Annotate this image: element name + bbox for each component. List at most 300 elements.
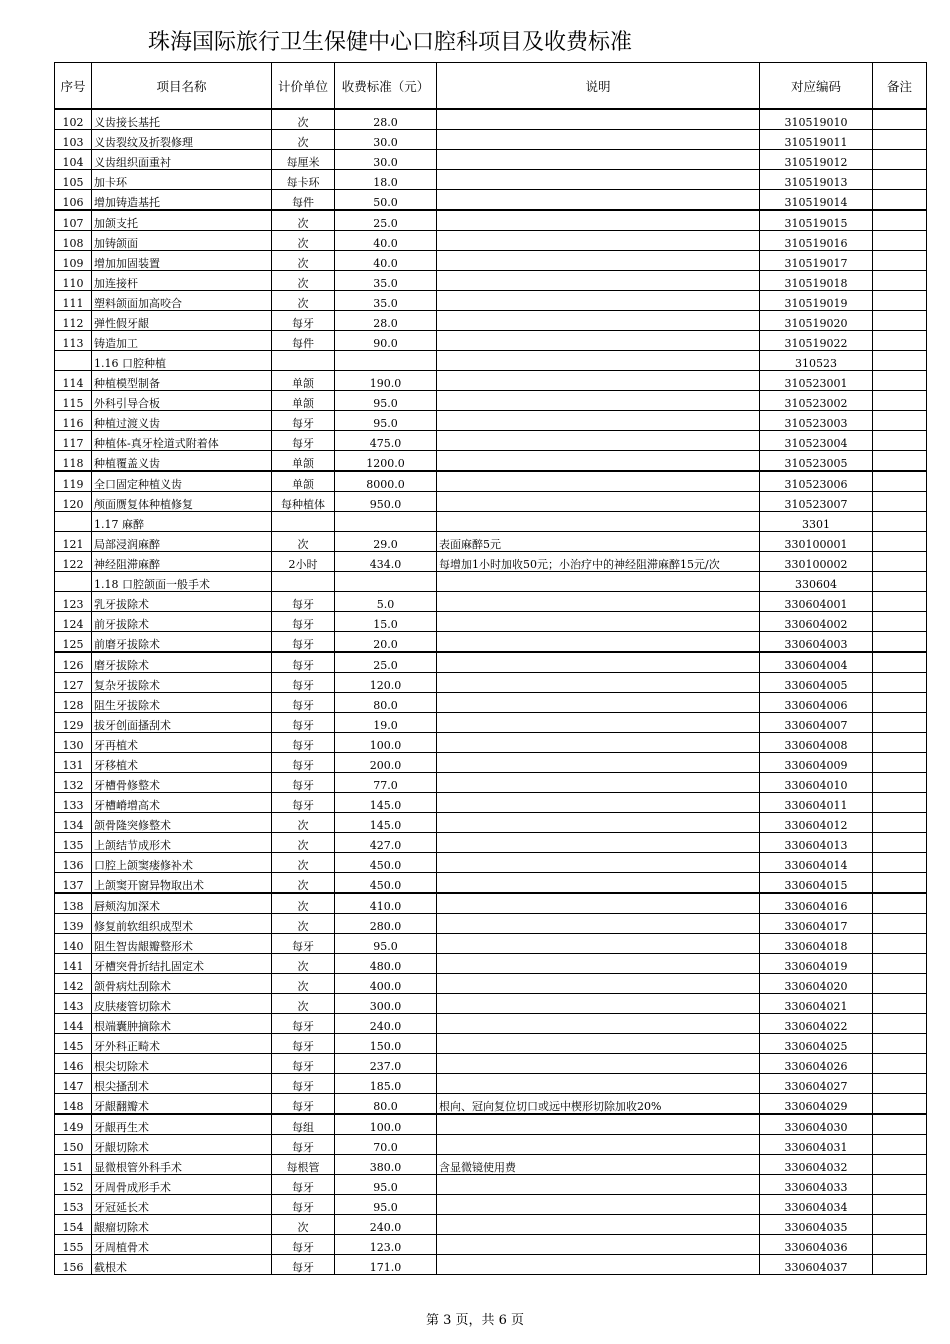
- pricing-unit: 每牙: [272, 592, 335, 612]
- pricing-unit: 每牙: [272, 1094, 335, 1115]
- description: [437, 773, 760, 793]
- table-row: [55, 793, 927, 813]
- description: [437, 632, 760, 653]
- fee-amount: 380.0: [335, 1155, 437, 1175]
- item-code: 330604017: [760, 914, 873, 934]
- table-row: [55, 471, 927, 492]
- row-number: 115: [55, 391, 92, 411]
- table-row: [55, 733, 927, 753]
- fee-amount: 480.0: [335, 954, 437, 974]
- row-number: [55, 351, 92, 371]
- table-row: [55, 974, 927, 994]
- row-number: 141: [55, 954, 92, 974]
- remark: [873, 351, 927, 371]
- table-row: [55, 994, 927, 1014]
- remark: [873, 1074, 927, 1094]
- pricing-unit: 次: [272, 914, 335, 934]
- description: [437, 231, 760, 251]
- fee-amount: 90.0: [335, 331, 437, 351]
- remark: [873, 733, 927, 753]
- remark: [873, 1135, 927, 1155]
- description: [437, 1215, 760, 1235]
- pricing-unit: 每组: [272, 1114, 335, 1135]
- remark: [873, 311, 927, 331]
- remark: [873, 693, 927, 713]
- table-row: [55, 1255, 927, 1275]
- description: [437, 109, 760, 130]
- table-row: [55, 411, 927, 431]
- fee-amount: 200.0: [335, 753, 437, 773]
- row-number: 156: [55, 1255, 92, 1275]
- pricing-unit: 每牙: [272, 753, 335, 773]
- fee-amount: 95.0: [335, 411, 437, 431]
- remark: [873, 572, 927, 592]
- item-code: 330604011: [760, 793, 873, 813]
- table-row: [55, 1175, 927, 1195]
- description: [437, 1034, 760, 1054]
- pricing-unit: [272, 572, 335, 592]
- description: [437, 411, 760, 431]
- pricing-unit: 次: [272, 833, 335, 853]
- remark: [873, 673, 927, 693]
- pricing-unit: 每牙: [272, 773, 335, 793]
- pricing-unit: 次: [272, 532, 335, 552]
- description: [437, 1054, 760, 1074]
- header-code: 对应编码: [760, 63, 873, 110]
- row-number: 105: [55, 170, 92, 190]
- fee-amount: 950.0: [335, 492, 437, 512]
- item-name: 磨牙拔除术: [92, 652, 272, 673]
- row-number: 102: [55, 109, 92, 130]
- fee-amount: 475.0: [335, 431, 437, 451]
- pricing-unit: 每牙: [272, 431, 335, 451]
- item-code: 330604019: [760, 954, 873, 974]
- table-row: [55, 371, 927, 391]
- remark: [873, 391, 927, 411]
- table-row: [55, 673, 927, 693]
- item-name: 显微根管外科手术: [92, 1155, 272, 1175]
- description: 表面麻醉5元: [437, 532, 760, 552]
- row-number: 134: [55, 813, 92, 833]
- item-code: 330604015: [760, 873, 873, 894]
- description: 含显微镜使用费: [437, 1155, 760, 1175]
- description: [437, 753, 760, 773]
- table-row: [55, 251, 927, 271]
- fee-amount: 70.0: [335, 1135, 437, 1155]
- fee-amount: 190.0: [335, 371, 437, 391]
- table-row: [55, 1195, 927, 1215]
- table-row: [55, 271, 927, 291]
- description: [437, 673, 760, 693]
- fee-amount: 450.0: [335, 853, 437, 873]
- item-name: 复杂牙拔除术: [92, 673, 272, 693]
- item-name: 神经阻滞麻醉: [92, 552, 272, 572]
- description: [437, 592, 760, 612]
- item-name: 皮肤瘘管切除术: [92, 994, 272, 1014]
- item-name: 上颌窦开窗异物取出术: [92, 873, 272, 894]
- fee-amount: 35.0: [335, 271, 437, 291]
- row-number: 136: [55, 853, 92, 873]
- item-code: 330604029: [760, 1094, 873, 1115]
- pricing-unit: 次: [272, 210, 335, 231]
- row-number: 132: [55, 773, 92, 793]
- description: [437, 954, 760, 974]
- fee-amount: 5.0: [335, 592, 437, 612]
- item-code: 330604001: [760, 592, 873, 612]
- pricing-unit: 单颌: [272, 391, 335, 411]
- row-number: 119: [55, 471, 92, 492]
- item-name: 唇颊沟加深术: [92, 893, 272, 914]
- description: [437, 190, 760, 211]
- item-name: 增加铸造基托: [92, 190, 272, 211]
- description: [437, 1195, 760, 1215]
- table-row: [55, 1034, 927, 1054]
- table-row: [55, 331, 927, 351]
- row-number: 152: [55, 1175, 92, 1195]
- fee-amount: 20.0: [335, 632, 437, 653]
- header-unit: 计价单位: [272, 63, 335, 110]
- table-row: [55, 713, 927, 733]
- fee-amount: 237.0: [335, 1054, 437, 1074]
- description: [437, 1255, 760, 1275]
- row-number: 123: [55, 592, 92, 612]
- item-name: 牙龈切除术: [92, 1135, 272, 1155]
- table-row: [55, 512, 927, 532]
- table-row: [55, 532, 927, 552]
- remark: [873, 813, 927, 833]
- pricing-unit: 每牙: [272, 612, 335, 632]
- fee-table: [54, 62, 927, 1275]
- pricing-unit: 每牙: [272, 1054, 335, 1074]
- table-row: [55, 693, 927, 713]
- item-name: 根端囊肿摘除术: [92, 1014, 272, 1034]
- fee-amount: 29.0: [335, 532, 437, 552]
- row-number: 121: [55, 532, 92, 552]
- item-code: 330604004: [760, 652, 873, 673]
- table-body: [55, 109, 927, 1275]
- item-code: 310523002: [760, 391, 873, 411]
- pricing-unit: 2小时: [272, 552, 335, 572]
- item-code: 330604007: [760, 713, 873, 733]
- pricing-unit: 次: [272, 853, 335, 873]
- item-name: 前磨牙拔除术: [92, 632, 272, 653]
- pricing-unit: 次: [272, 974, 335, 994]
- item-code: 330604035: [760, 1215, 873, 1235]
- row-number: 138: [55, 893, 92, 914]
- description: [437, 1235, 760, 1255]
- row-number: 140: [55, 934, 92, 954]
- item-code: 310523005: [760, 451, 873, 472]
- item-name: 上颌结节成形术: [92, 833, 272, 853]
- fee-amount: 95.0: [335, 934, 437, 954]
- item-code: 330604025: [760, 1034, 873, 1054]
- header-no: 序号: [55, 63, 92, 110]
- remark: [873, 210, 927, 231]
- item-name: 阻生智齿龈瓣整形术: [92, 934, 272, 954]
- remark: [873, 954, 927, 974]
- description: 每增加1小时加收50元；小治疗中的神经阻滞麻醉15元/次: [437, 552, 760, 572]
- pricing-unit: 每牙: [272, 1014, 335, 1034]
- fee-amount: 80.0: [335, 693, 437, 713]
- description: [437, 994, 760, 1014]
- pricing-unit: 每牙: [272, 793, 335, 813]
- table-row: [55, 1155, 927, 1175]
- item-code: 330604030: [760, 1114, 873, 1135]
- row-number: 109: [55, 251, 92, 271]
- row-number: 135: [55, 833, 92, 853]
- item-code: 310519020: [760, 311, 873, 331]
- row-number: 122: [55, 552, 92, 572]
- item-name: 种植体-真牙栓道式附着体: [92, 431, 272, 451]
- table-row: [55, 210, 927, 231]
- item-name: 种植模型制备: [92, 371, 272, 391]
- header-name: 项目名称: [92, 63, 272, 110]
- fee-amount: 28.0: [335, 311, 437, 331]
- item-code: 330604016: [760, 893, 873, 914]
- row-number: 139: [55, 914, 92, 934]
- fee-amount: 100.0: [335, 1114, 437, 1135]
- item-name: 加铸颌面: [92, 231, 272, 251]
- description: [437, 271, 760, 291]
- item-name: 颅面赝复体种植修复: [92, 492, 272, 512]
- table-row: [55, 1235, 927, 1255]
- table-row: [55, 833, 927, 853]
- item-name: 牙槽突骨折结扎固定术: [92, 954, 272, 974]
- fee-amount: 35.0: [335, 291, 437, 311]
- row-number: 151: [55, 1155, 92, 1175]
- fee-amount: 95.0: [335, 1195, 437, 1215]
- item-code: 310519022: [760, 331, 873, 351]
- row-number: 127: [55, 673, 92, 693]
- fee-amount: 40.0: [335, 251, 437, 271]
- row-number: 103: [55, 130, 92, 150]
- fee-amount: 8000.0: [335, 471, 437, 492]
- table-row: [55, 592, 927, 612]
- remark: [873, 592, 927, 612]
- item-code: 330100002: [760, 552, 873, 572]
- pricing-unit: 每牙: [272, 673, 335, 693]
- item-code: 310519013: [760, 170, 873, 190]
- row-number: 137: [55, 873, 92, 894]
- remark: [873, 873, 927, 894]
- description: [437, 251, 760, 271]
- item-name: 加颌支托: [92, 210, 272, 231]
- item-code: 310523004: [760, 431, 873, 451]
- remark: [873, 853, 927, 873]
- item-code: 330604003: [760, 632, 873, 653]
- pricing-unit: 单颌: [272, 451, 335, 472]
- item-name: 牙周骨成形手术: [92, 1175, 272, 1195]
- fee-amount: 171.0: [335, 1255, 437, 1275]
- description: [437, 572, 760, 592]
- pricing-unit: 次: [272, 954, 335, 974]
- item-name: 牙龈翻瓣术: [92, 1094, 272, 1115]
- description: [437, 793, 760, 813]
- description: [437, 893, 760, 914]
- item-code: 310519017: [760, 251, 873, 271]
- table-row: [55, 813, 927, 833]
- fee-amount: 95.0: [335, 391, 437, 411]
- item-name: 根尖搔刮术: [92, 1074, 272, 1094]
- item-name: 阻生牙拔除术: [92, 693, 272, 713]
- row-number: 131: [55, 753, 92, 773]
- item-code: 330604018: [760, 934, 873, 954]
- item-name: 塑料颌面加高咬合: [92, 291, 272, 311]
- table-row: [55, 853, 927, 873]
- pricing-unit: 每牙: [272, 934, 335, 954]
- table-row: [55, 954, 927, 974]
- fee-amount: 15.0: [335, 612, 437, 632]
- description: [437, 652, 760, 673]
- table-row: [55, 572, 927, 592]
- row-number: 150: [55, 1135, 92, 1155]
- remark: [873, 893, 927, 914]
- item-code: 330604021: [760, 994, 873, 1014]
- remark: [873, 1034, 927, 1054]
- row-number: 126: [55, 652, 92, 673]
- row-number: 129: [55, 713, 92, 733]
- description: [437, 391, 760, 411]
- item-code: 330604002: [760, 612, 873, 632]
- fee-amount: 30.0: [335, 150, 437, 170]
- item-code: 330604032: [760, 1155, 873, 1175]
- item-code: 330604034: [760, 1195, 873, 1215]
- remark: [873, 1155, 927, 1175]
- item-name: 牙周植骨术: [92, 1235, 272, 1255]
- row-number: 133: [55, 793, 92, 813]
- remark: [873, 612, 927, 632]
- description: [437, 733, 760, 753]
- item-name: 增加加固装置: [92, 251, 272, 271]
- table-row: [55, 893, 927, 914]
- fee-amount: 145.0: [335, 813, 437, 833]
- item-name: 种植过渡义齿: [92, 411, 272, 431]
- item-name: 1.18 口腔颌面一般手术: [92, 572, 272, 592]
- remark: [873, 833, 927, 853]
- pricing-unit: 每牙: [272, 693, 335, 713]
- description: [437, 934, 760, 954]
- fee-amount: 25.0: [335, 210, 437, 231]
- remark: [873, 934, 927, 954]
- description: [437, 612, 760, 632]
- row-number: 110: [55, 271, 92, 291]
- pricing-unit: 次: [272, 231, 335, 251]
- description: [437, 873, 760, 894]
- table-row: [55, 190, 927, 211]
- description: [437, 471, 760, 492]
- table-row: [55, 1014, 927, 1034]
- table-row: [55, 934, 927, 954]
- remark: [873, 1215, 927, 1235]
- remark: [873, 190, 927, 211]
- fee-amount: 80.0: [335, 1094, 437, 1115]
- row-number: 107: [55, 210, 92, 231]
- item-code: 310519011: [760, 130, 873, 150]
- row-number: 148: [55, 1094, 92, 1115]
- table-row: [55, 130, 927, 150]
- remark: [873, 150, 927, 170]
- remark: [873, 1175, 927, 1195]
- remark: [873, 632, 927, 653]
- fee-amount: 123.0: [335, 1235, 437, 1255]
- remark: [873, 532, 927, 552]
- remark: [873, 753, 927, 773]
- item-name: 牙龈再生术: [92, 1114, 272, 1135]
- item-code: 310523006: [760, 471, 873, 492]
- description: [437, 974, 760, 994]
- description: [437, 853, 760, 873]
- pricing-unit: 次: [272, 291, 335, 311]
- description: [437, 1175, 760, 1195]
- remark: [873, 109, 927, 130]
- fee-amount: [335, 512, 437, 532]
- item-code: 330604031: [760, 1135, 873, 1155]
- description: [437, 914, 760, 934]
- item-name: 颌骨隆突修整术: [92, 813, 272, 833]
- table-row: [55, 391, 927, 411]
- pricing-unit: 次: [272, 251, 335, 271]
- fee-amount: 19.0: [335, 713, 437, 733]
- item-code: 310523001: [760, 371, 873, 391]
- remark: [873, 431, 927, 451]
- remark: [873, 170, 927, 190]
- table-row: [55, 1074, 927, 1094]
- remark: [873, 512, 927, 532]
- remark: [873, 371, 927, 391]
- table-row: [55, 773, 927, 793]
- item-name: 种植覆盖义齿: [92, 451, 272, 472]
- item-name: 1.16 口腔种植: [92, 351, 272, 371]
- item-code: 310519016: [760, 231, 873, 251]
- fee-amount: 40.0: [335, 231, 437, 251]
- row-number: 112: [55, 311, 92, 331]
- description: [437, 130, 760, 150]
- pricing-unit: 每牙: [272, 652, 335, 673]
- table-row: [55, 652, 927, 673]
- remark: [873, 331, 927, 351]
- row-number: 145: [55, 1034, 92, 1054]
- table-row: [55, 1135, 927, 1155]
- row-number: 118: [55, 451, 92, 472]
- remark: [873, 773, 927, 793]
- remark: [873, 652, 927, 673]
- fee-amount: 300.0: [335, 994, 437, 1014]
- fee-amount: 18.0: [335, 170, 437, 190]
- pricing-unit: 每牙: [272, 411, 335, 431]
- remark: [873, 231, 927, 251]
- pricing-unit: 次: [272, 1215, 335, 1235]
- remark: [873, 974, 927, 994]
- item-code: 330604027: [760, 1074, 873, 1094]
- table-row: [55, 492, 927, 512]
- remark: [873, 914, 927, 934]
- description: [437, 311, 760, 331]
- item-code: 310519010: [760, 109, 873, 130]
- description: 根向、冠向复位切口或远中楔形切除加收20%: [437, 1094, 760, 1115]
- row-number: 124: [55, 612, 92, 632]
- description: [437, 512, 760, 532]
- remark: [873, 1235, 927, 1255]
- item-code: 330604026: [760, 1054, 873, 1074]
- table-row: [55, 1054, 927, 1074]
- row-number: 116: [55, 411, 92, 431]
- fee-amount: 240.0: [335, 1215, 437, 1235]
- item-name: 加卡环: [92, 170, 272, 190]
- item-name: 义齿裂纹及折裂修理: [92, 130, 272, 150]
- fee-amount: 150.0: [335, 1034, 437, 1054]
- description: [437, 1074, 760, 1094]
- remark: [873, 291, 927, 311]
